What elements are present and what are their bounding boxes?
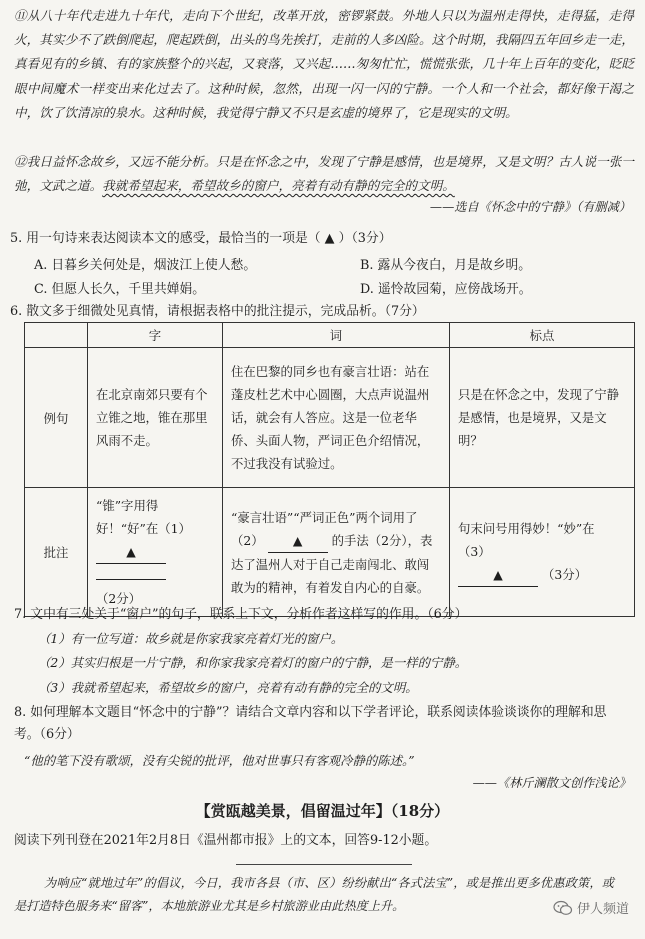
paragraph-11-text: ⑪从八十年代走进九十年代，走向下个世纪，改革开放，密锣紧鼓。外地人只以为温州走得快，走得猛，走得火，其实少不了跌倒爬起，爬起跌倒，出头的鸟先挨打，走前的人多凶险。这个时期，我隔四五年回乡走一走，真看见有的乡镇、有的家族整个的兴起，又衰落，又兴起……匆匆忙忙，慌慌张张，几十年上百年的变化，眨眨眼中间魔术一样变出来化过去了。这种时候，忽然，出现一闪一闪的宁静。一个人和一个社会，都好像干渴之中，饮了饮清凉的泉水。这种时候，我觉得宁静又不只是玄虚的境界了，它是现实的文明。 (14, 8, 634, 120)
answer-blank-3[interactable] (458, 563, 538, 587)
table-header-row (25, 323, 635, 348)
answer-blank-1-cont[interactable] (96, 579, 166, 580)
answer-blank-1[interactable] (96, 540, 166, 564)
annotation-punct-score: （3分） (541, 567, 588, 582)
annotation-char-text: “锥”字用得好！“好”在（1） (96, 498, 191, 536)
table-row-annotation (25, 488, 635, 617)
q5-option-b: B. 露从今夜白，月是故乡明。 (360, 258, 532, 273)
question-6-stem: 6. 散文多于细微处见真情，请根据表格中的批注提示，完成品析。（7分） (10, 304, 425, 319)
q5-option-a: A. 日暮乡关何处是，烟波江上使人愁。 (34, 258, 257, 273)
triangle-mark: ▲ (493, 567, 503, 582)
header-word: 词 (223, 323, 450, 348)
annotation-punct-text: 句末问号用得妙！“妙”在（3） (458, 521, 595, 559)
example-punct-cell: 只是在怀念之中，发现了宁静是感情，也是境界，又是文明？ (450, 348, 635, 488)
news-text: 为响应“就地过年”的倡议，今日，我市各县（市、区）纷纷献出“各式法宝”，或是推出更多优惠政策，或是打造特色服务来“留客”，本地旅游业尤其是乡村旅游业由此热度上升。 (14, 876, 614, 913)
question-8-stem: 8. 如何理解本文题目“怀念中的宁静”？请结合文章内容和以下学者评论，联系阅读体验谈谈你的理解和思考。（6分） (14, 705, 607, 742)
watermark-text: 伊人频道 (576, 902, 629, 917)
watermark (553, 898, 629, 920)
divider-line (236, 864, 412, 865)
annotation-char-cell (88, 488, 223, 617)
annotation-punct-cell (450, 488, 635, 617)
analysis-table (24, 322, 635, 617)
paragraph-11 (14, 4, 634, 125)
wechat-icon (553, 900, 573, 920)
q8-quote-source: ——《林斤澜散文创作浅论》 (472, 776, 631, 790)
annotation-char-score: （2分） (96, 591, 142, 606)
answer-blank-2[interactable] (268, 529, 328, 553)
question-7-stem: 7. 文中有三处关于“窗户”的句子，联系上下文，分析作者这样写的作用。（6分） (14, 607, 468, 622)
paragraph-12-underlined: 我就希望起来，希望故乡的窗户，亮着有动有静的完全的文明。 (102, 178, 455, 194)
section-title: 【赏瓯越美景，倡留温过年】（18分） (195, 802, 450, 820)
q7-sentence-3: （3）我就希望起来，希望故乡的窗户，亮着有动有静的完全的文明。 (38, 680, 418, 695)
q7-sentence-1 (38, 628, 343, 650)
q7-sentence-1-text: （1）有一位写道：故乡就是你家我家亮着灯光的窗户。 (38, 631, 344, 646)
annotation-word-cell (223, 488, 450, 617)
header-char: 字 (88, 323, 223, 348)
example-char-cell: 在北京南郊只要有个立锥之地，锥在那里风雨不走。 (88, 348, 223, 488)
paragraph-12-text: ⑫我日益怀念故乡，又远不能分析。只是在怀念之中，发现了宁静是感情，也是境界，又是文明？古人说一张一弛，文武之道。 (14, 154, 634, 194)
triangle-mark: ▲ (126, 544, 136, 559)
q5-option-c: C. 但愿人长久，千里共婵娟。 (34, 282, 206, 297)
annotation-word-text: “豪言壮语”“严词正色”两个词用了（2） (231, 509, 418, 548)
row-label-example: 例句 (25, 348, 88, 488)
paragraph-12 (14, 150, 634, 198)
example-word-cell: 住在巴黎的同乡也有豪言壮语：站在蓬皮杜艺术中心圆圈，大点声说温州话，就会有人答应。这是一位老华侨、头面人物，严词正色介绍情况，不过我没有试验过。 (223, 348, 450, 488)
table-row-example (25, 348, 635, 488)
q5-option-d: D. 遥怜故园菊，应傍战场开。 (360, 282, 532, 297)
triangle-mark: ▲ (292, 532, 303, 548)
section-intro: 阅读下列刊登在2021年2月8日《温州都市报》上的文本，回答9-12小题。 (14, 833, 438, 848)
q8-quote: “他的笔下没有歌颂，没有尖锐的批评，他对世事只有客观冷静的陈述。” (24, 753, 415, 768)
table-corner (25, 323, 88, 348)
row-label-annotation: 批注 (25, 488, 88, 617)
source-citation: ——选自《怀念中的宁静》（有删减） (429, 200, 631, 214)
annotation-word-text-2: 的手法（2分），表达了温州人对于自己走南闯北、敢闯敢为的精神，有着发自内心的自豪。 (231, 532, 433, 595)
header-punct: 标点 (450, 323, 635, 348)
question-5-stem: 5. 用一句诗来表达阅读本文的感受，最恰当的一项是（ ▲ ）（3分） (10, 231, 392, 246)
q7-sentence-2: （2）其实归根是一片宁静，和你家我家亮着灯的窗户的宁静，是一样的宁静。 (38, 655, 468, 670)
